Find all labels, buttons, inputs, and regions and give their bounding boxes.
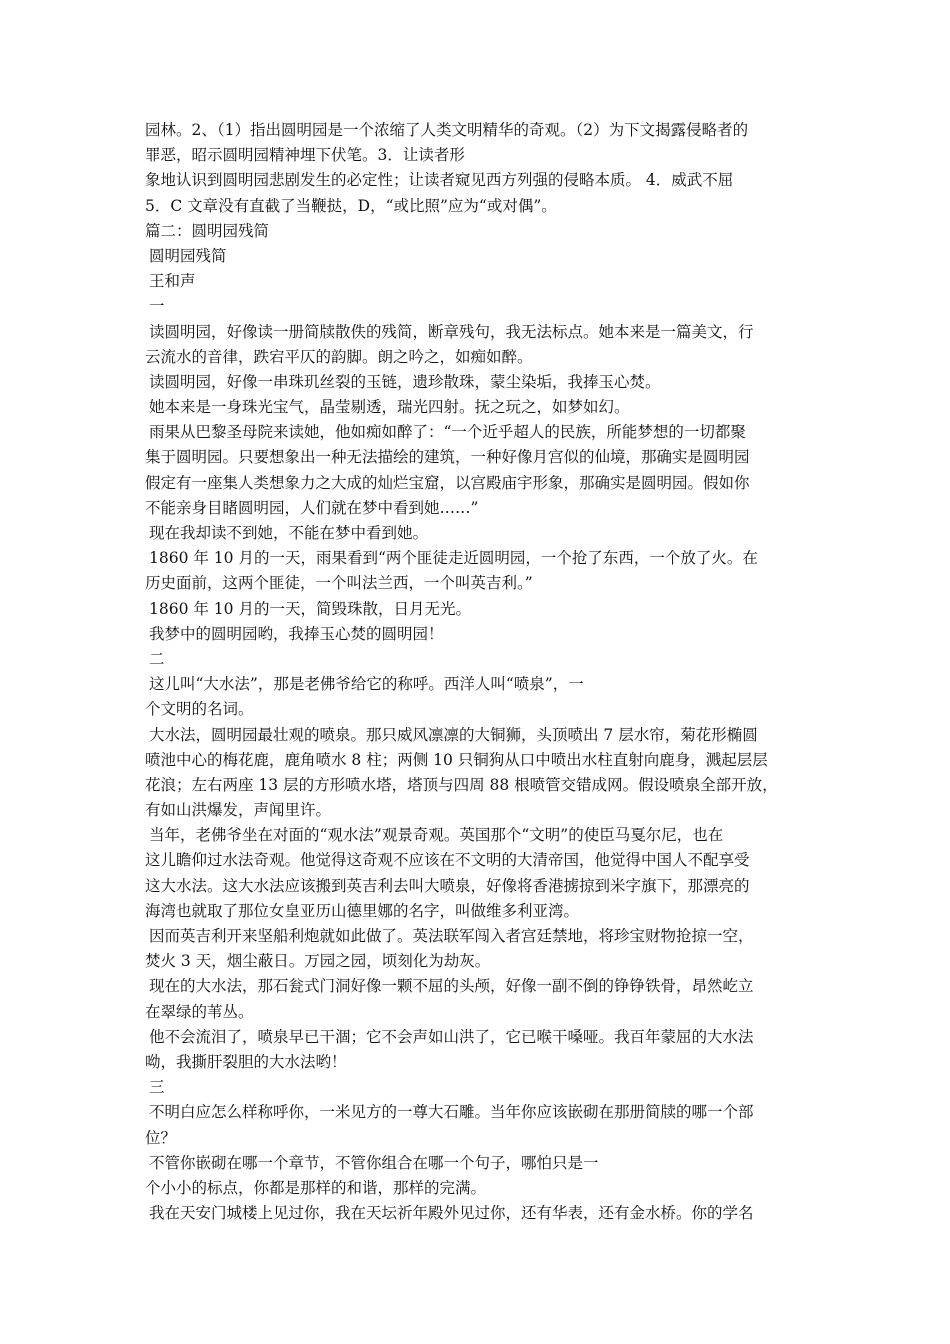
text-line: 象地认识到圆明园悲剧发生的必定性；让读者窥见西方列强的侵略本质。 4．威武不屈 — [145, 171, 734, 190]
text-line: 她本来是一身珠光宝气，晶莹剔透，瑞光四射。抚之玩之，如梦如幻。 — [149, 398, 630, 417]
text-line: 大水法，圆明园最壮观的喷泉。那只威风凛凛的大铜狮，头顶喷出 7 层水帘，菊花形椭圆 — [149, 725, 758, 744]
document-page — [145, 118, 815, 1226]
text-line: 海湾也就取了那位女皇亚历山德里娜的名字，叫做维多利亚湾。 — [145, 901, 580, 920]
text-line: 不明白应怎么样称呼你，一米见方的一尊大石雕。当年你应该嵌砌在那册简牍的哪一个部 — [149, 1103, 754, 1122]
part-number: 一 — [149, 297, 165, 316]
text-line: 喷池中心的梅花鹿，鹿角喷水 8 柱；两侧 10 只铜狗从口中喷出水柱直射向鹿身，溅起层层 — [145, 750, 768, 769]
text-line: 1860 年 10 月的一天，简毁珠散，日月无光。 — [149, 599, 471, 618]
text-line: 个小小的标点，你都是那样的和谐，那样的完满。 — [145, 1178, 487, 1197]
text-line: 花浪；左右两座 13 层的方形喷水塔，塔顶与四周 88 根喷管交错成网。假设喷泉全部开放， — [145, 775, 778, 794]
text-line: 园林。2、（1）指出圆明园是一个浓缩了人类文明精华的奇观。（2）为下文揭露侵略者的 — [145, 121, 749, 139]
text-line: 个文明的名词。 — [145, 700, 254, 719]
text-line: 因而英吉利开来坚船利炮就如此做了。英法联军闯入者宫廷禁地，将珍宝财物抢掠一空， — [149, 927, 754, 945]
text-line: 呦，我撕肝裂胆的大水法哟！ — [145, 1052, 347, 1071]
text-line: 不能亲身目睹圆明园，人们就在梦中看到她……” — [145, 498, 479, 517]
text-line: 雨果从巴黎圣母院来读她，他如痴如醉了：“一个近乎超人的民族，所能梦想的一切都聚 — [149, 423, 746, 442]
text-line: 在翠绿的苇丛。 — [145, 1002, 254, 1021]
text-line: 这大水法。这大水法应该搬到英吉利去叫大喷泉，好像将香港掳掠到米字旗下，那漂亮的 — [145, 876, 750, 895]
text-line: 焚火 3 天，烟尘蔽日。万园之园，顷刻化为劫灰。 — [145, 952, 491, 971]
part-number: 三 — [149, 1078, 165, 1097]
text-line: 历史面前，这两个匪徒，一个叫法兰西，一个叫英吉利。” — [145, 574, 533, 593]
text-line: 1860 年 10 月的一天，雨果看到“两个匪徒走近圆明园，一个抢了东西，一个放了火。在 — [149, 549, 758, 568]
article-author: 王和声 — [149, 272, 196, 291]
article-title: 圆明园残简 — [149, 246, 227, 265]
text-line: 罪恶，昭示圆明园精神埋下伏笔。3．让读者形 — [145, 146, 465, 165]
text-line: 我梦中的圆明园哟，我捧玉心焚的圆明园！ — [149, 624, 444, 643]
section-heading: 篇二：圆明园残简 — [145, 221, 270, 240]
text-line: 位？ — [145, 1128, 177, 1147]
text-line: 这儿瞻仰过水法奇观。他觉得这奇观不应该在不文明的大清帝国，他觉得中国人不配享受 — [145, 851, 750, 870]
text-line: 5．C 文章没有直截了当鞭挞，D，“或比照”应为“或对偶”。 — [145, 196, 557, 215]
text-line: 不管你嵌砌在哪一个章节，不管你组合在哪一个句子，哪怕只是一 — [149, 1153, 599, 1172]
text-line: 我在天安门城楼上见过你，我在天坛祈年殿外见过你，还有华表，还有金水桥。你的学名 — [149, 1204, 754, 1223]
text-line: 现在的大水法，那石瓮式门洞好像一颗不屈的头颅，好像一副不倒的铮铮铁骨，昂然屹立 — [149, 977, 754, 996]
text-line: 现在我却读不到她，不能在梦中看到她。 — [149, 524, 429, 542]
text-line: 他不会流泪了，喷泉早已干涸；它不会声如山洪了，它已喉干嗓哑。我百年蒙屈的大水法 — [149, 1027, 754, 1046]
text-line: 有如山洪爆发，声闻里许。 — [145, 801, 332, 820]
text-line: 集于圆明园。只要想象出一种无法描绘的建筑，一种好像月宫似的仙境，那确实是圆明园 — [145, 448, 750, 467]
text-line: 假定有一座集人类想象力之大成的灿烂宝窟，以宫殿庙宇形象，那确实是圆明园。假如你 — [145, 473, 750, 492]
text-line: 这儿叫“大水法”，那是老佛爷给它的称呼。西洋人叫“喷泉”，一 — [149, 675, 584, 694]
text-line: 当年，老佛爷坐在对面的“观水法”观景奇观。英国那个“文明”的使臣马戛尔尼，也在 — [149, 826, 724, 845]
text-line: 读圆明园，好像读一册简牍散佚的残简，断章残句，我无法标点。她本来是一篇美文，行 — [149, 322, 754, 341]
text-line: 云流水的音律，跌宕平仄的韵脚。朗之吟之，如痴如醉。 — [145, 347, 533, 366]
text-line: 读圆明园，好像一串珠玑丝裂的玉链，遗珍散珠，蒙尘染垢，我捧玉心焚。 — [149, 372, 661, 391]
part-number: 二 — [149, 649, 165, 668]
